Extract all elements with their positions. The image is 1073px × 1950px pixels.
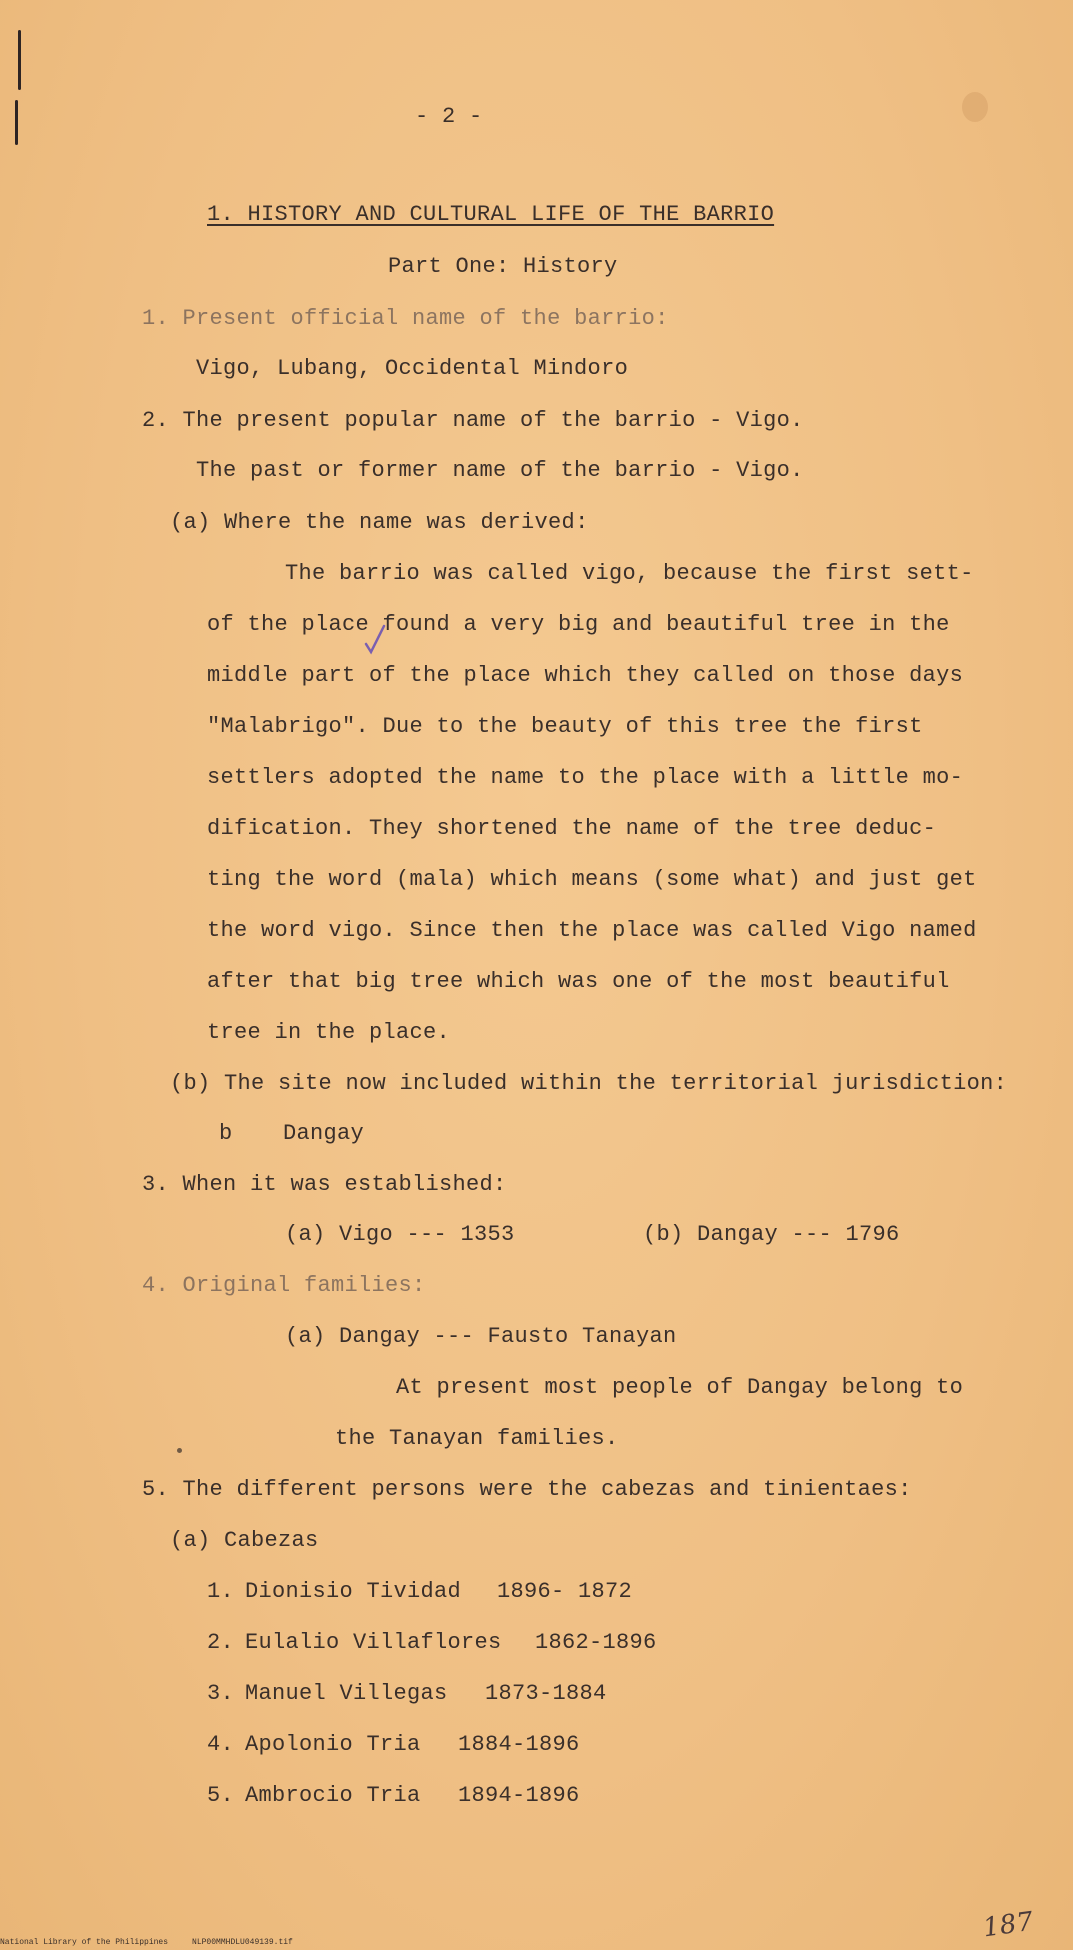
q2a-line: ting the word (mala) which means (some what) and just get	[207, 867, 977, 892]
cabeza-years: 1894-1896	[458, 1783, 580, 1808]
cabeza-name: Eulalio Villaflores	[245, 1630, 502, 1655]
handwritten-page-number: 187	[981, 1906, 1036, 1944]
q2a-line: The barrio was called vigo, because the first sett-	[285, 561, 974, 586]
archive-footer: National Library of the Philippines NLP00MMHDLU049139.tif	[0, 1938, 293, 1947]
ink-dot	[177, 1448, 182, 1453]
checkmark-icon	[362, 622, 388, 656]
q5a-label: (a) Cabezas	[170, 1528, 319, 1553]
q4-label: 4. Original families:	[142, 1273, 426, 1298]
q2b-label: (b) The site now included within the territorial jurisdiction:	[170, 1071, 1008, 1096]
cabeza-num: 4.	[207, 1732, 235, 1757]
q1-answer: Vigo, Lubang, Occidental Mindoro	[196, 356, 629, 381]
q2a-line: after that big tree which was one of the most beautiful	[207, 969, 950, 994]
cabeza-years: 1873-1884	[485, 1681, 607, 1706]
q2a-label: (a) Where the name was derived:	[170, 510, 589, 535]
q2a-line: dification. They shortened the name of the tree deduc-	[207, 816, 937, 841]
cabeza-name: Apolonio Tria	[245, 1732, 421, 1757]
stain	[962, 92, 988, 122]
q2a-line: the word vigo. Since then the place was called Vigo named	[207, 918, 977, 943]
cabeza-name: Ambrocio Tria	[245, 1783, 421, 1808]
cabeza-num: 3.	[207, 1681, 235, 1706]
q2a-line: of the place found a very big and beautiful tree in the	[207, 612, 950, 637]
cabeza-years: 1862-1896	[535, 1630, 657, 1655]
q2a-line: settlers adopted the name to the place with a little mo-	[207, 765, 964, 790]
binding-mark-top	[18, 30, 21, 90]
q2b-answer-letter: b	[219, 1121, 233, 1146]
q3-vigo: (a) Vigo --- 1353	[285, 1222, 515, 1247]
cabeza-years: 1884-1896	[458, 1732, 580, 1757]
cabeza-years: 1896- 1872	[497, 1579, 633, 1604]
binding-mark-bottom	[15, 100, 18, 145]
cabeza-name: Dionisio Tividad	[245, 1579, 462, 1604]
cabeza-name: Manuel Villegas	[245, 1681, 448, 1706]
q4-dangay: (a) Dangay --- Fausto Tanayan	[285, 1324, 677, 1349]
q2a-line: middle part of the place which they called on those days	[207, 663, 964, 688]
q2a-line: tree in the place.	[207, 1020, 451, 1045]
part-title: Part One: History	[388, 254, 618, 279]
q3-dangay: (b) Dangay --- 1796	[643, 1222, 900, 1247]
q2-label: 2. The present popular name of the barrio - Vigo.	[142, 408, 804, 433]
cabeza-num: 1.	[207, 1579, 235, 1604]
page-number: - 2 -	[415, 104, 483, 129]
cabeza-num: 5.	[207, 1783, 235, 1808]
q3-label: 3. When it was established:	[142, 1172, 507, 1197]
cabeza-num: 2.	[207, 1630, 235, 1655]
section-title: 1. HISTORY AND CULTURAL LIFE OF THE BARRIO	[207, 202, 775, 227]
q4-note-line2: the Tanayan families.	[335, 1426, 619, 1451]
q5-label: 5. The different persons were the cabezas and tinientaes:	[142, 1477, 912, 1502]
q2b-answer: Dangay	[283, 1121, 365, 1146]
q2a-line: "Malabrigo". Due to the beauty of this tree the first	[207, 714, 923, 739]
q1-label: 1. Present official name of the barrio:	[142, 306, 669, 331]
q4-note-line1: At present most people of Dangay belong to	[396, 1375, 964, 1400]
q2-past-name: The past or former name of the barrio - Vigo.	[196, 458, 804, 483]
